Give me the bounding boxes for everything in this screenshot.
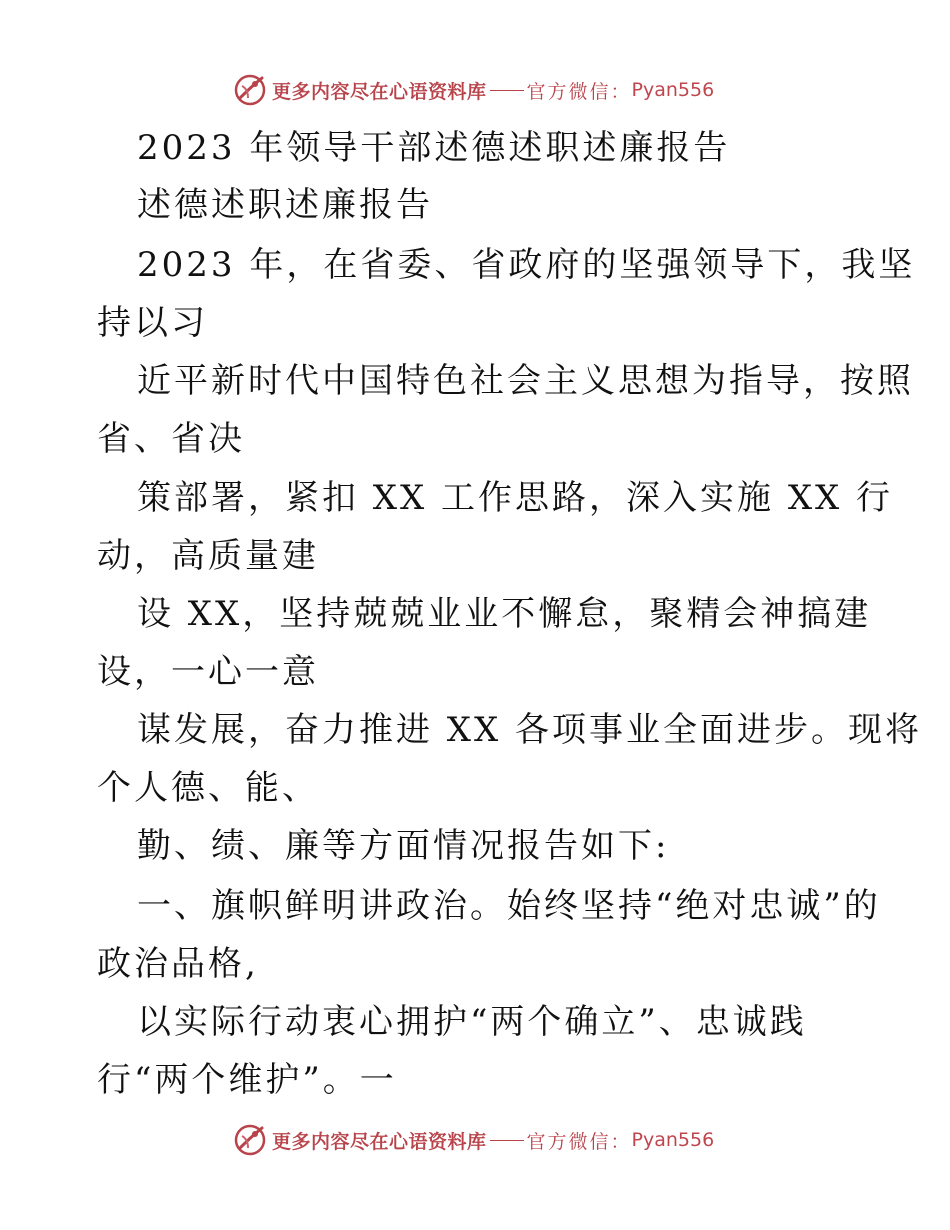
- paragraph-line: 勤、绩、廉等方面情况报告如下:: [137, 826, 670, 866]
- paragraph-line: 动，高质量建: [97, 536, 319, 576]
- watermark-wechat-id: Pyan556: [631, 79, 715, 101]
- watermark-dash: [490, 1140, 524, 1141]
- watermark-brand: 更多内容尽在心语资料库: [272, 80, 487, 103]
- paragraph-line: 策部署，紧扣 XX 工作思路，深入实施 XX 行: [137, 478, 894, 518]
- watermark-brand: 更多内容尽在心语资料库: [272, 1130, 487, 1153]
- paragraph-line: 近平新时代中国特色社会主义思想为指导，按照: [137, 361, 914, 401]
- watermark-wechat-id: Pyan556: [631, 1129, 715, 1151]
- pen-logo-icon: [232, 1122, 268, 1158]
- paragraph-line: 设，一心一意: [97, 652, 319, 692]
- paragraph-line: 一、旗帜鲜明讲政治。始终坚持“绝对忠诚”的: [137, 886, 881, 926]
- paragraph-line: 行“两个维护”。一: [97, 1060, 397, 1100]
- document-title: 2023 年领导干部述德述职述廉报告: [137, 128, 731, 168]
- footer-watermark: [232, 1122, 714, 1158]
- paragraph-line: 设 XX，坚持兢兢业业不懈怠，聚精会神搞建: [137, 594, 872, 634]
- watermark-official-label: 官方微信：: [526, 1130, 632, 1153]
- paragraph-line: 谋发展，奋力推进 XX 各项事业全面进步。现将: [137, 710, 923, 750]
- paragraph-line: 以实际行动衷心拥护“两个确立”、忠诚践: [137, 1002, 807, 1042]
- paragraph-line: 个人德、能、: [97, 768, 319, 808]
- paragraph-line: 省、省决: [97, 419, 245, 459]
- paragraph-line: 政治品格,: [97, 944, 259, 984]
- paragraph-line: 2023 年，在省委、省政府的坚强领导下，我坚: [137, 245, 916, 285]
- paragraph-line: 持以习: [97, 303, 208, 343]
- document-subtitle: 述德述职述廉报告: [137, 185, 433, 225]
- watermark-official-label: 官方微信：: [526, 80, 632, 103]
